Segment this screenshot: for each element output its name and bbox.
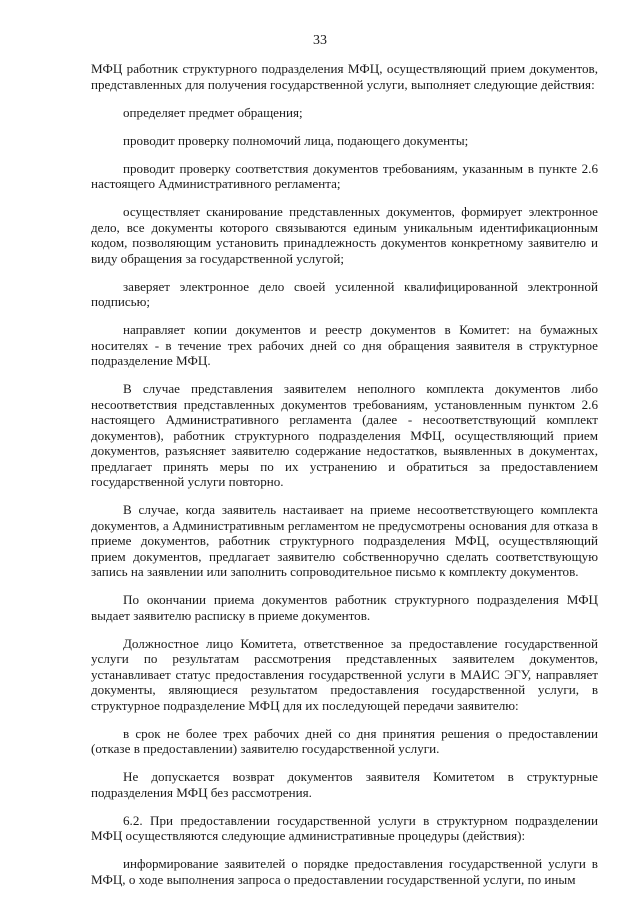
paragraph-sign-electronic-file: заверяет электронное дело своей усиленной квалифицированной электронной подписью; <box>91 278 598 309</box>
paragraph-deadline: в срок не более трех рабочих дней со дня принятия решения о предоставлении (отказе в предоставлении) заявителю государственной услуги. <box>91 725 598 756</box>
document-body <box>91 61 598 900</box>
paragraph-section-6-2: 6.2. При предоставлении государственной услуги в структурном подразделении МФЦ осуществляются следующие административные процедуры (действия): <box>91 812 598 843</box>
paragraph-check-authority: проводит проверку полномочий лица, подающего документы; <box>123 132 469 148</box>
paragraph-informing-applicants: информирование заявителей о порядке предоставления государственной услуги в МФЦ, о ходе выполнения запроса о предоставлении государственной услуги, по иным <box>91 856 598 887</box>
paragraph-check-compliance: проводит проверку соответствия документов требованиям, указанным в пункте 2.6 настоящего Административного регламента; <box>91 160 598 191</box>
paragraph-determine-subject: определяет предмет обращения; <box>123 104 303 120</box>
paragraph-committee-official: Должностное лицо Комитета, ответственное за предоставление государственной услуги по результатам рассмотрения представленных заявителем документов, устанавливает статус предоставления государственной услуги в МАИС ЭГУ, направляет документы, являющиеся результатом предоставления государственной услуги, в структурное подразделение МФЦ для их последующей передачи заявителю: <box>91 635 598 713</box>
paragraph-issue-receipt: По окончании приема документов работник структурного подразделения МФЦ выдает заявителю расписку в приеме документов. <box>91 592 598 623</box>
paragraph-send-copies: направляет копии документов и реестр документов в Комитет: на бумажных носителях - в течение трех рабочих дней со дня обращения заявителя в структурное подразделение МФЦ. <box>91 322 598 368</box>
paragraph-no-return: Не допускается возврат документов заявителя Комитетом в структурные подразделения МФЦ без рассмотрения. <box>91 769 598 800</box>
page-number: 33 <box>313 33 327 48</box>
paragraph-incomplete-set: В случае представления заявителем неполного комплекта документов либо несоответствия представленных документов требованиям, установленным пунктом 2.6 настоящего Административного регламента (далее - несоответствующий комплект документов), работник структурного подразделения МФЦ, осуществляющий прием документов, разъясняет заявителю содержание недостатков, выявленных в документах, предлагает принять меры по их устранению и обратиться за предоставлением государственной услуги повторно. <box>91 381 598 489</box>
paragraph-mfc-worker-actions: МФЦ работник структурного подразделения МФЦ, осуществляющий прием документов, представленных для получения государственной услуги, выполняет следующие действия: <box>91 61 598 92</box>
paragraph-scan-documents: осуществляет сканирование представленных документов, формирует электронное дело, все документы которого связываются единым уникальным идентификационным кодом, позволяющим установить принадлежность документов конкретному заявителю и виду обращения за государственной услугой; <box>91 204 598 266</box>
paragraph-applicant-insists: В случае, когда заявитель настаивает на приеме несоответствующего комплекта документов, а Административным регламентом не предусмотрены основания для отказа в приеме документов, работник структурного подразделения МФЦ, осуществляющий прием документов, предлагает заявителю собственноручно сделать соответствующую запись на заявлении или заполнить сопроводительное письмо к комплекту документов. <box>91 502 598 579</box>
